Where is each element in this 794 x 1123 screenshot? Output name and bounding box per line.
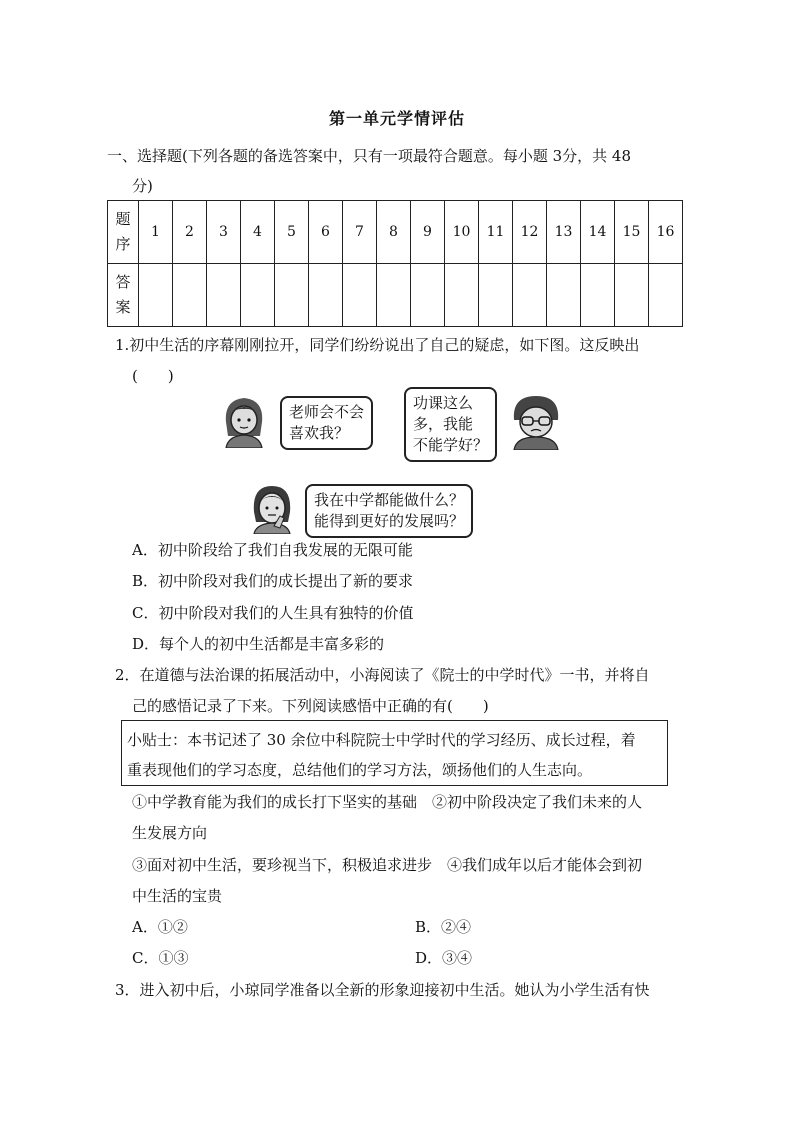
- question-number-cell: 4: [241, 201, 275, 264]
- question-number-cell: 13: [547, 201, 581, 264]
- question-number-cell: 10: [445, 201, 479, 264]
- question-number-cell: 9: [411, 201, 445, 264]
- answer-cell[interactable]: [207, 264, 241, 327]
- q1-answer-blank: ( ): [132, 367, 174, 385]
- table-row-numbers: [108, 201, 683, 264]
- question-number-cell: 16: [649, 201, 683, 264]
- answer-cell[interactable]: [547, 264, 581, 327]
- q1-option-a: A．初中阶段给了我们自我发展的无限可能: [132, 541, 413, 559]
- q2-statement-1-2-cont: 生发展方向: [132, 824, 208, 842]
- student-boy-figure: [506, 392, 566, 450]
- answer-cell[interactable]: [241, 264, 275, 327]
- speech-bubble-3: 我在中学都能做什么？ 能得到更好的发展吗？: [305, 484, 473, 538]
- q2-option-d: D．③④: [415, 949, 473, 967]
- speech-bubble-2: 功课这么 多，我能 不能学好？: [404, 387, 497, 462]
- tip-text-cont: 重表现他们的学习态度，总结他们的学习方法，颂扬他们的人生志向。: [127, 761, 593, 779]
- q2-statement-3-4: ③面对初中生活，要珍视当下，积极追求进步 ④我们成年以后才能体会到初: [132, 856, 643, 874]
- answer-cell[interactable]: [173, 264, 207, 327]
- answer-cell[interactable]: [411, 264, 445, 327]
- answer-cell[interactable]: [139, 264, 173, 327]
- answer-cell[interactable]: [581, 264, 615, 327]
- answer-cell[interactable]: [377, 264, 411, 327]
- q2-statement-1-2: ①中学教育能为我们的成长打下坚实的基础 ②初中阶段决定了我们未来的人: [132, 793, 643, 811]
- answer-cell[interactable]: [445, 264, 479, 327]
- row-header-answer: 答 案: [108, 264, 139, 327]
- q2-option-a: A．①②: [132, 918, 188, 936]
- question-number-cell: 8: [377, 201, 411, 264]
- q2-option-c: C．①③: [132, 949, 189, 967]
- answer-cell[interactable]: [513, 264, 547, 327]
- speech-bubble-1: 老师会不会 喜欢我？: [280, 396, 373, 450]
- answer-cell[interactable]: [309, 264, 343, 327]
- answer-cell[interactable]: [275, 264, 309, 327]
- section-heading: 一、选择题(下列各题的备选答案中，只有一项最符合题意。每小题 3分，共 48: [107, 147, 632, 165]
- answer-cell[interactable]: [343, 264, 377, 327]
- question-number-cell: 2: [173, 201, 207, 264]
- page-title: 第一单元学情评估: [328, 109, 465, 128]
- question-number-cell: 7: [343, 201, 377, 264]
- row-header-number: 题 序: [108, 201, 139, 264]
- question-number-cell: 3: [207, 201, 241, 264]
- question-number-cell: 5: [275, 201, 309, 264]
- q2-stem: 2．在道德与法治课的拓展活动中，小海阅读了《院士的中学时代》一书，并将自: [115, 666, 650, 684]
- answer-cell[interactable]: [649, 264, 683, 327]
- student-thinking-figure: [244, 482, 300, 534]
- q2-option-b: B．②④: [415, 918, 472, 936]
- question-number-cell: 11: [479, 201, 513, 264]
- question-number-cell: 1: [139, 201, 173, 264]
- q3-stem: 3．进入初中后，小琼同学准备以全新的形象迎接初中生活。她认为小学生活有快: [115, 981, 650, 999]
- q1-option-c: C．初中阶段对我们的人生具有独特的价值: [132, 604, 414, 622]
- q2-statement-3-4-cont: 中生活的宝贵: [132, 887, 223, 905]
- tip-text: 小贴士：本书记述了 30 余位中科院院士中学时代的学习经历、成长过程，着: [127, 731, 636, 749]
- q1-option-d: D．每个人的初中生活都是丰富多彩的: [132, 635, 385, 653]
- q2-stem-cont: 己的感悟记录了下来。下列阅读感悟中正确的有( ): [132, 697, 489, 715]
- table-row-answers: [108, 264, 683, 327]
- student-girl-figure: [218, 392, 270, 448]
- answer-cell[interactable]: [479, 264, 513, 327]
- section-heading-cont: 分): [132, 177, 153, 195]
- question-number-cell: 6: [309, 201, 343, 264]
- answer-table: [107, 200, 683, 327]
- question-number-cell: 15: [615, 201, 649, 264]
- question-number-cell: 14: [581, 201, 615, 264]
- q1-option-b: B．初中阶段对我们的成长提出了新的要求: [132, 572, 414, 590]
- q1-stem: 1.初中生活的序幕刚刚拉开，同学们纷纷说出了自己的疑虑，如下图。这反映出: [115, 336, 640, 354]
- answer-cell[interactable]: [615, 264, 649, 327]
- question-number-cell: 12: [513, 201, 547, 264]
